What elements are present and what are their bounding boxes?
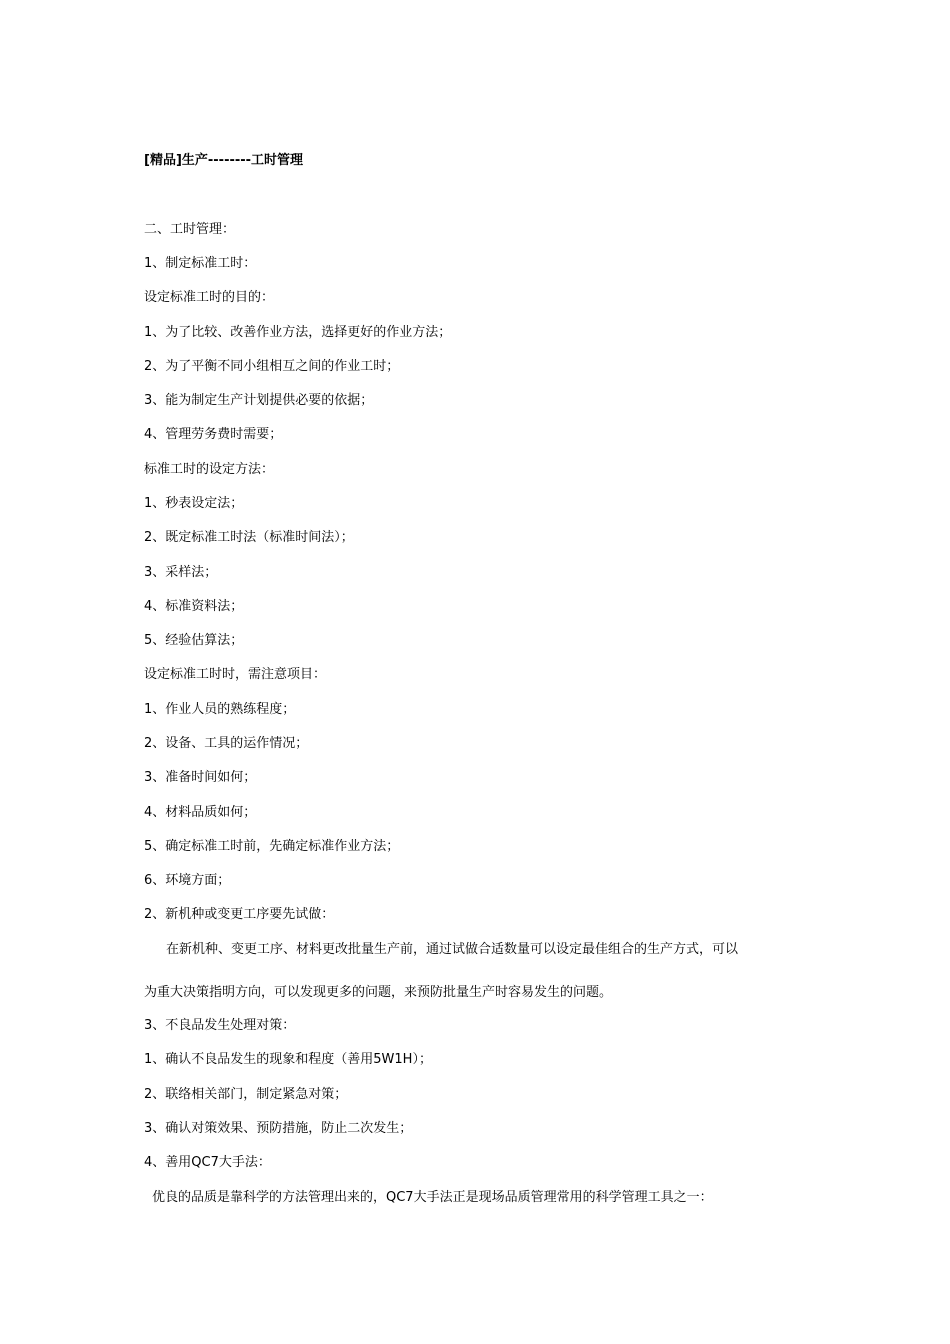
subsection-heading: 2、新机种或变更工序要先试做：	[144, 907, 335, 922]
list-item: 3、确认对策效果、预防措施，防止二次发生；	[144, 1121, 413, 1136]
paragraph-line: 设定标准工时时，需注意项目：	[144, 667, 327, 682]
document-title: [精品]生产--------工时管理	[144, 153, 304, 168]
paragraph-line: 为重大决策指明方向，可以发现更多的问题，来预防批量生产时容易发生的问题。	[144, 985, 613, 1000]
section-heading: 二、工时管理：	[144, 222, 236, 237]
list-item: 5、经验估算法；	[144, 633, 244, 648]
list-item: 1、为了比较、改善作业方法，选择更好的作业方法；	[144, 325, 452, 340]
list-item: 6、环境方面；	[144, 873, 231, 888]
list-item: 4、标准资料法；	[144, 599, 244, 614]
list-item: 1、作业人员的熟练程度；	[144, 702, 296, 717]
list-item: 3、准备时间如何；	[144, 770, 257, 785]
list-item: 4、善用QC7大手法：	[144, 1155, 271, 1170]
subsection-heading: 3、不良品发生处理对策：	[144, 1018, 296, 1033]
list-item: 1、秒表设定法；	[144, 496, 244, 511]
list-item: 2、设备、工具的运作情况；	[144, 736, 309, 751]
list-item: 2、为了平衡不同小组相互之间的作业工时；	[144, 359, 400, 374]
paragraph-line: 设定标准工时的目的：	[144, 290, 275, 305]
list-item: 4、管理劳务费时需要；	[144, 427, 283, 442]
list-item: 3、能为制定生产计划提供必要的依据；	[144, 393, 374, 408]
list-item: 1、确认不良品发生的现象和程度（善用5W1H）；	[144, 1052, 432, 1067]
list-item: 3、采样法；	[144, 565, 218, 580]
paragraph-line: 优良的品质是靠科学的方法管理出来的，QC7大手法正是现场品质管理常用的科学管理工具之一：	[152, 1190, 713, 1205]
subsection-heading: 1、制定标准工时：	[144, 256, 257, 271]
list-item: 5、确定标准工时前，先确定标准作业方法；	[144, 839, 400, 854]
list-item: 2、既定标准工时法（标准时间法）；	[144, 530, 354, 545]
paragraph-line: 在新机种、变更工序、材料更改批量生产前，通过试做合适数量可以设定最佳组合的生产方式，可以	[166, 942, 739, 957]
list-item: 2、联络相关部门，制定紧急对策；	[144, 1087, 348, 1102]
list-item: 4、材料品质如何；	[144, 805, 257, 820]
paragraph-line: 标准工时的设定方法：	[144, 462, 275, 477]
